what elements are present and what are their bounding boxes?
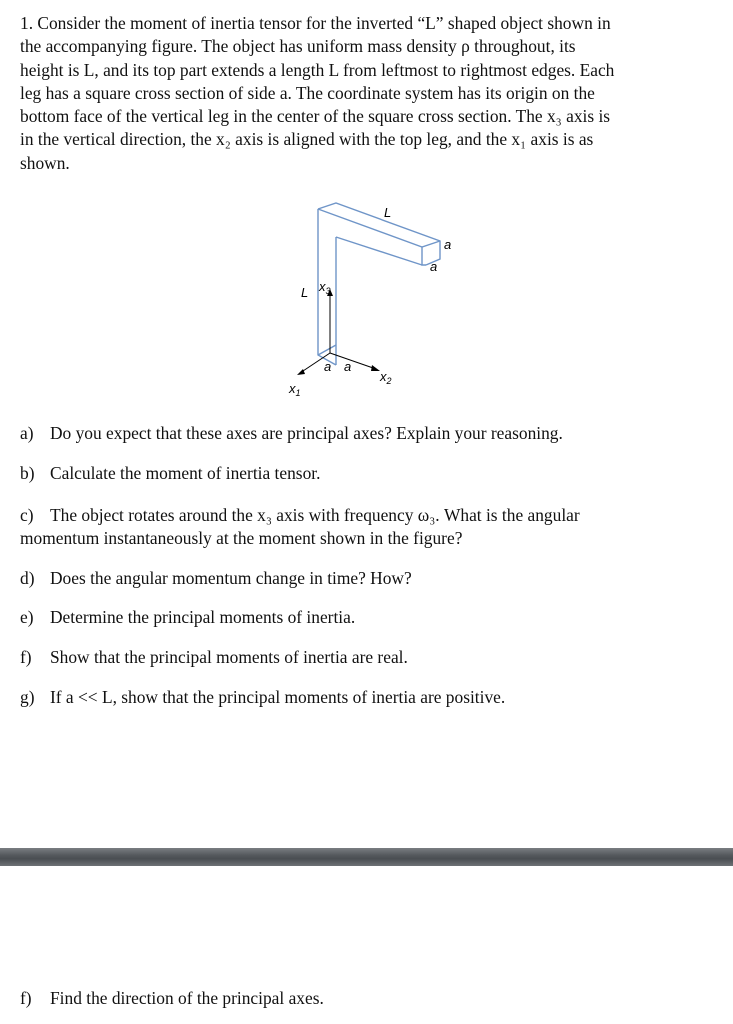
question-label: e)	[20, 607, 34, 627]
problem-line: height is L, and its top part extends a length L from leftmost to rightmost edges. Each	[20, 59, 615, 80]
question-g	[20, 686, 720, 709]
question-b	[20, 462, 720, 485]
question-d	[20, 567, 720, 590]
label-x2: $x_2$	[380, 369, 392, 386]
problem-line: the accompanying figure. The object has uniform mass density ρ throughout, its	[20, 36, 576, 57]
question-text: Show that the principal moments of inertia are real.	[50, 647, 408, 667]
question-label: a)	[20, 423, 34, 443]
inverted-l-figure	[272, 195, 472, 410]
question-c	[20, 504, 720, 550]
x2-arrowhead	[371, 365, 380, 371]
question-text: Determine the principal moments of inertia.	[50, 607, 356, 627]
problem-line: shown.	[20, 152, 70, 173]
label-height: L	[301, 285, 309, 300]
label-base-side: a	[344, 359, 352, 374]
question-text: Calculate the moment of inertia tensor.	[50, 463, 321, 483]
question-a	[20, 422, 720, 445]
label-top-length: L	[384, 205, 392, 220]
question-e	[20, 606, 720, 629]
question-text: Does the angular momentum change in time? How?	[50, 568, 412, 588]
page-divider	[0, 848, 733, 866]
problem-line: in the vertical direction, the x₂ axis is aligned with the top leg, and the x₁ axis is as	[20, 129, 594, 150]
x2-axis-line	[330, 353, 376, 369]
question-label: f)	[20, 988, 32, 1008]
label-x1: $x_1$	[289, 381, 301, 398]
label-x3: $x_3$	[319, 279, 331, 296]
label-top-side: a	[444, 237, 452, 252]
question-label: b)	[20, 463, 35, 483]
problem-line: leg has a square cross section of side a. The coordinate system has its origin on the	[20, 82, 595, 103]
question-text: If a << L, show that the principal moments of inertia are positive.	[50, 687, 506, 707]
question-f	[20, 646, 720, 669]
question-label: g)	[20, 687, 35, 707]
problem-line: bottom face of the vertical leg in the center of the square cross section. The x₃ axis is	[20, 106, 611, 127]
question-text: Find the direction of the principal axes.	[50, 988, 324, 1008]
coordinate-axes	[300, 293, 376, 373]
label-base-side: a	[324, 359, 332, 374]
question-f-next	[20, 987, 720, 1010]
problem-statement	[20, 12, 720, 175]
question-label: d)	[20, 568, 35, 588]
problem-line: 1. Consider the moment of inertia tensor for the inverted “L” shaped object shown in	[20, 13, 611, 33]
question-text: momentum instantaneously at the moment shown in the figure?	[20, 528, 463, 548]
label-top-side: a	[430, 259, 438, 274]
question-label: f)	[20, 647, 32, 667]
question-text: Do you expect that these axes are principal axes? Explain your reasoning.	[50, 423, 563, 443]
question-text: The object rotates around the x₃ axis with frequency ω₃. What is the angular	[50, 505, 580, 525]
question-label: c)	[20, 505, 34, 525]
